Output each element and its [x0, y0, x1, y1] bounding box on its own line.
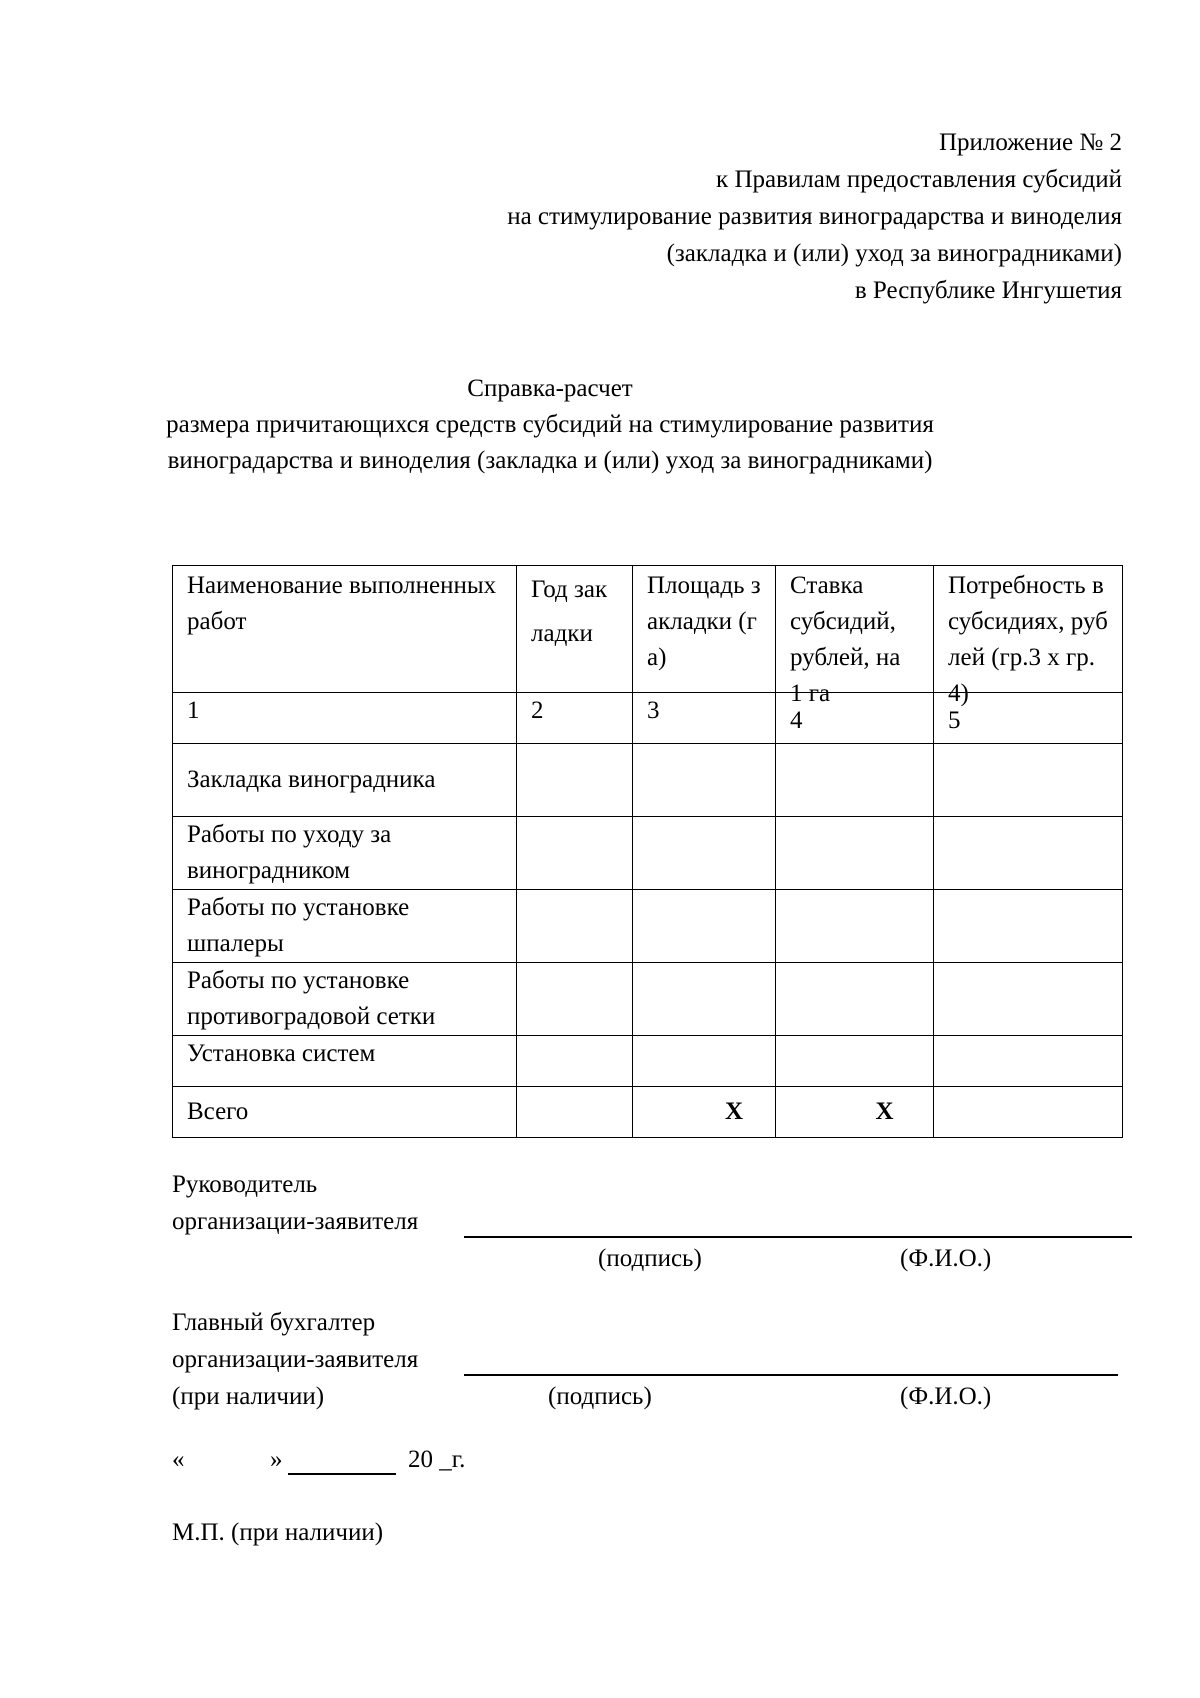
row-need-cell[interactable] — [934, 890, 1123, 963]
appendix-subject: на стимулирование развития виноградарства и виноделия — [507, 203, 1122, 230]
date-open-quote: « — [172, 1446, 185, 1473]
appendix-subject-detail: (закладка и (или) уход за виноградниками) — [666, 240, 1122, 267]
appendix-number: Приложение № 2 — [938, 129, 1122, 156]
row-name: Установка систем — [173, 1036, 517, 1087]
row-area-cell[interactable] — [633, 890, 776, 963]
date-month-blank[interactable] — [288, 1473, 396, 1475]
row-year-cell[interactable] — [517, 817, 633, 890]
date-line — [172, 1445, 572, 1481]
row-area-cell[interactable] — [633, 744, 776, 817]
table-number-row — [173, 693, 1123, 744]
accountant-title: Главный бухгалтер — [172, 1309, 376, 1336]
head-name-caption: (Ф.И.О.) — [900, 1245, 992, 1272]
accountant-signature-line[interactable] — [464, 1374, 1118, 1376]
accountant-captions-line — [172, 1382, 1132, 1419]
table-row — [173, 817, 1123, 890]
row-rate-cell[interactable] — [776, 1036, 934, 1087]
date-close-quote: » — [270, 1446, 283, 1473]
row-need-cell[interactable] — [934, 817, 1123, 890]
accountant-title-line — [172, 1308, 1132, 1345]
row-rate-cell[interactable] — [776, 744, 934, 817]
header-year: Год закладки — [517, 566, 633, 693]
document-title — [140, 374, 960, 482]
stamp-place: М.П. (при наличии) — [172, 1519, 384, 1546]
col-number-1: 1 — [173, 693, 517, 744]
table-row — [173, 890, 1123, 963]
row-area-cell[interactable] — [633, 1036, 776, 1087]
row-name: Работы по установке противоградовой сетки — [173, 963, 517, 1036]
col-number-2: 2 — [517, 693, 633, 744]
appendix-rules-ref: к Правилам предоставления субсидий — [716, 166, 1122, 193]
head-captions-line — [172, 1244, 1132, 1281]
calculation-table — [172, 565, 1123, 1138]
title-main: Справка-расчет — [467, 375, 633, 402]
table-total-row — [173, 1087, 1123, 1138]
row-area-cell[interactable] — [633, 817, 776, 890]
total-area-x: X — [633, 1087, 776, 1138]
row-need-cell[interactable] — [934, 1036, 1123, 1087]
row-area-cell[interactable] — [633, 963, 776, 1036]
accountant-sign-caption: (подпись) — [548, 1383, 652, 1410]
head-sign-caption: (подпись) — [598, 1245, 702, 1272]
header-need: Потребность в субсидиях, рублей (гр.3 x гр.4) — [934, 566, 1123, 693]
table-row — [173, 744, 1123, 817]
row-need-cell[interactable] — [934, 744, 1123, 817]
head-title: Руководитель — [172, 1171, 318, 1198]
accountant-org-label: организации-заявителя — [172, 1346, 419, 1373]
head-signature-block — [172, 1170, 1132, 1281]
row-rate-cell[interactable] — [776, 890, 934, 963]
row-year-cell[interactable] — [517, 890, 633, 963]
table-row — [173, 1036, 1123, 1087]
row-rate-cell[interactable] — [776, 963, 934, 1036]
row-need-cell[interactable] — [934, 963, 1123, 1036]
header-area: Площадь закладки (га) — [633, 566, 776, 693]
row-year-cell[interactable] — [517, 963, 633, 1036]
date-year: 20 _г. — [408, 1446, 466, 1473]
title-subtitle-1: размера причитающихся средств субсидий на стимулирование развития — [166, 411, 934, 438]
col-number-4: 4 — [776, 693, 934, 744]
total-label: Всего — [173, 1087, 517, 1138]
appendix-header — [322, 128, 1122, 313]
accountant-signature-block — [172, 1308, 1132, 1419]
head-org-line — [172, 1207, 1132, 1244]
accountant-org-line — [172, 1345, 1132, 1382]
row-year-cell[interactable] — [517, 744, 633, 817]
total-rate-x: X — [776, 1087, 934, 1138]
title-subtitle-2: виноградарства и виноделия (закладка и (или) уход за виноградниками) — [167, 447, 933, 474]
header-work-name: Наименование выполненных работ — [173, 566, 517, 693]
total-year-cell — [517, 1087, 633, 1138]
head-signature-line[interactable] — [464, 1236, 1132, 1238]
row-name: Закладка виноградника — [173, 744, 517, 817]
header-rate: Ставка субсидий, рублей, на 1 га — [776, 566, 934, 693]
row-year-cell[interactable] — [517, 1036, 633, 1087]
accountant-name-caption: (Ф.И.О.) — [900, 1383, 992, 1410]
row-name: Работы по установке шпалеры — [173, 890, 517, 963]
total-need-cell[interactable] — [934, 1087, 1123, 1138]
appendix-region: в Республике Ингушетия — [854, 277, 1122, 304]
col-number-3: 3 — [633, 693, 776, 744]
table-header-row — [173, 566, 1123, 693]
table-row — [173, 963, 1123, 1036]
head-org-label: организации-заявителя — [172, 1208, 419, 1235]
col-number-5: 5 — [934, 693, 1123, 744]
head-title-line — [172, 1170, 1132, 1207]
row-rate-cell[interactable] — [776, 817, 934, 890]
accountant-if-any: (при наличии) — [172, 1383, 325, 1410]
row-name: Работы по уходу за виноградником — [173, 817, 517, 890]
